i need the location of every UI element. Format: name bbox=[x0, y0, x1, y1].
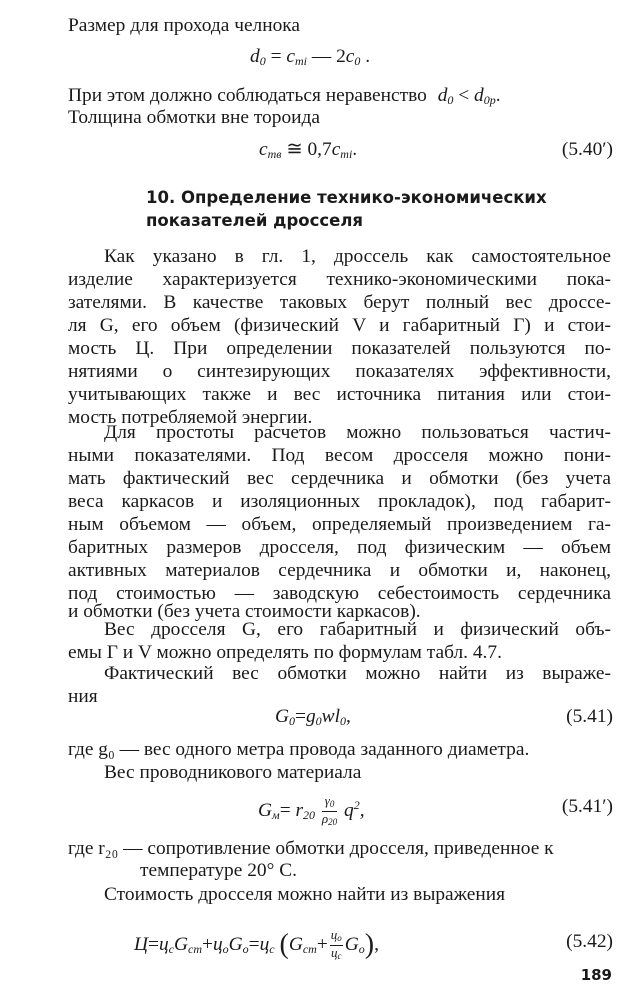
paragraph-line: емы Г и V можно определять по формулам табл. 4.7. bbox=[68, 642, 502, 663]
paragraph-line: веса каркасов и изоляционных прокладок), под габарит- bbox=[68, 491, 611, 512]
paragraph-line: зателями. В качестве таковых берут полный вес дроссе- bbox=[68, 292, 611, 313]
paragraph-line: мость потребляемой энергии. bbox=[68, 407, 313, 428]
text-line: Толщина обмотки вне тороида bbox=[68, 107, 320, 128]
text-line: При этом должно соблюдаться неравенство $d_0 < d_{0p}$. bbox=[68, 85, 501, 107]
equation-winding-weight: $G_0=g_0wl_0$, bbox=[275, 706, 351, 728]
paragraph-line: Как указано в гл. 1, дроссель как самостоятельное bbox=[104, 246, 611, 267]
paragraph-line: ля G, его объем (физический V и габаритный Г) и стои- bbox=[68, 315, 611, 336]
text-line: где r₂₀ — сопротивление обмотки дросселя, приведенное к bbox=[68, 838, 554, 859]
text-line: Стоимость дросселя можно найти из выражения bbox=[104, 884, 506, 905]
paragraph-line: Для простоты расчетов можно пользоваться частич- bbox=[104, 422, 611, 443]
equation-choke-cost: $Ц=ц_сG_{ст}+ц_оG_о=ц_с$ ($G_{ст}+$ $\frac{ц_о}{ц_с}$ $G_о$), bbox=[134, 927, 379, 961]
paragraph-line: под стоимостью — заводскую себестоимость сердечника bbox=[68, 583, 611, 604]
equation-number: (5.42) bbox=[566, 931, 613, 952]
equation-conductor-weight: $G_м= r_{20}$ $\frac{\gamma_0}{\rho_{20}}$ $q^2$, bbox=[258, 793, 365, 828]
paragraph-line: мать фактический вес сердечника и обмотки (без учета bbox=[68, 468, 611, 489]
section-heading: показателей дросселя bbox=[146, 211, 364, 230]
paragraph-line: ным объемом — объем, определяемый произведением га- bbox=[68, 514, 611, 535]
equation-number: (5.40′) bbox=[561, 139, 613, 160]
equation-number: (5.41) bbox=[566, 706, 613, 727]
paragraph-line: Фактический вес обмотки можно найти из выраже- bbox=[104, 663, 611, 684]
paragraph-line: Вес дросселя G, его габаритный и физический объ- bbox=[104, 619, 611, 640]
paragraph-line: и обмотки (без учета стоимости каркасов). bbox=[68, 601, 421, 622]
equation-winding-thickness: $c_{тв}$ ≅ $0,7c_{тi}$. bbox=[259, 139, 358, 161]
section-heading: 10. Определение технико-экономических bbox=[146, 188, 547, 207]
paragraph-line: ния bbox=[68, 686, 98, 707]
paragraph-line: мость Ц. При определении показателей пользуются по- bbox=[68, 338, 611, 359]
paragraph-line: активных материалов сердечника и обмотки и, наконец, bbox=[68, 560, 611, 581]
text-line: Вес проводникового материала bbox=[104, 762, 362, 783]
page-number: 189 bbox=[580, 966, 612, 984]
text-line: где g₀ — вес одного метра провода заданного диаметра. bbox=[68, 739, 530, 760]
paragraph-line: нятиями о синтезирующих показателях эффективности, bbox=[68, 361, 611, 382]
paragraph-line: баритных размеров дросселя, под физическим — объем bbox=[68, 537, 611, 558]
text-line: температуре 20° С. bbox=[140, 860, 297, 881]
equation-shuttle-size: $d_0 = c_{тi}$ — $2c_0$ . bbox=[250, 46, 371, 68]
paragraph-line: учитывающих также и вес источника питания или стои- bbox=[68, 384, 611, 405]
text-line: Размер для прохода челнока bbox=[68, 15, 301, 36]
paragraph-line: изделие характеризуется технико-экономическими пока- bbox=[68, 269, 611, 290]
paragraph-line: ными показателями. Под весом дросселя можно пони- bbox=[68, 445, 611, 466]
equation-number: (5.41′) bbox=[561, 796, 613, 817]
